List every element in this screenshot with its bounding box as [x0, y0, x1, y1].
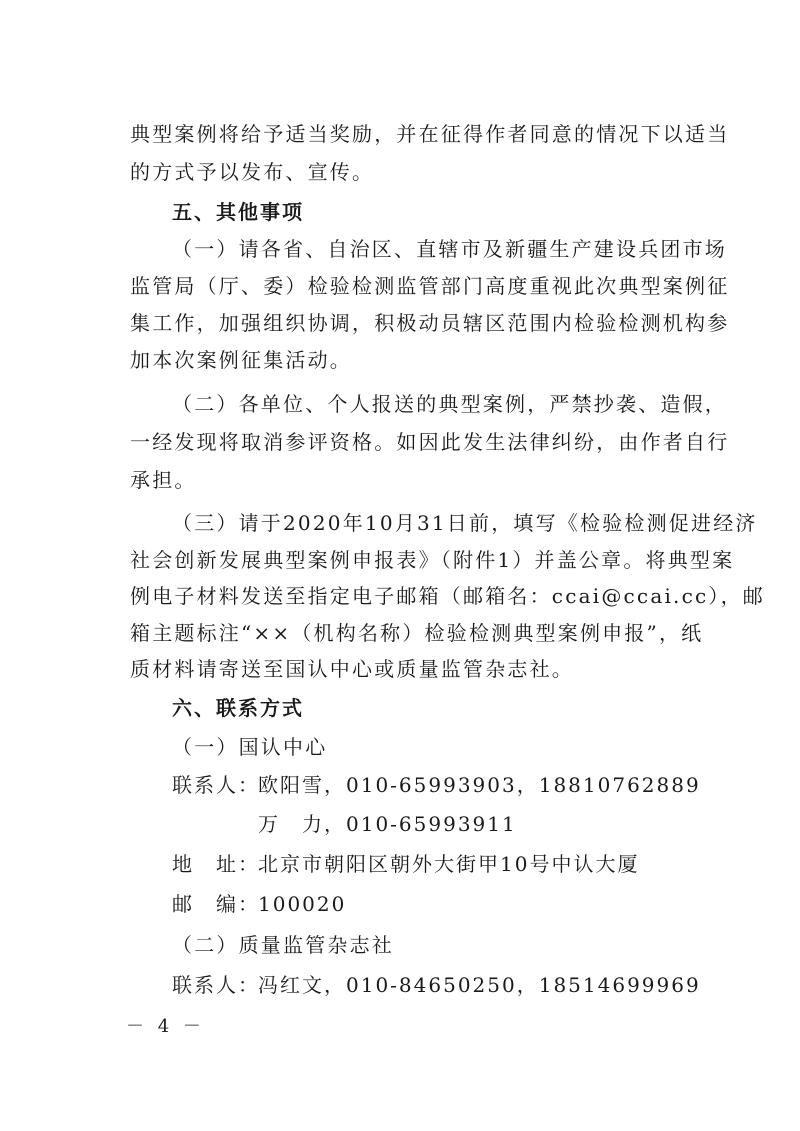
- contact-person-value: 万 力，010-65993911: [258, 812, 517, 836]
- postcode-value: 100020: [258, 892, 347, 916]
- address-value: 北京市朝阳区朝外大街甲10号中认大厦: [258, 852, 640, 876]
- contact-group-title: （二）质量监管杂志社: [172, 933, 394, 957]
- page-number: － 4 －: [126, 1016, 205, 1037]
- paragraph-line: 一经发现将取消参评资格。如因此发生法律纠纷，由作者自行: [130, 430, 730, 454]
- paragraph-line: （二）各单位、个人报送的典型案例，严禁抄袭、造假，: [172, 392, 727, 416]
- paragraph-line: 监管局（厅、委）检验检测监管部门高度重视此次典型案例征: [130, 274, 730, 298]
- paragraph-line: 集工作，加强组织协调，积极动员辖区范围内检验检测机构参: [130, 311, 730, 335]
- paragraph-line: 例电子材料发送至指定电子邮箱（邮箱名：ccai@ccai.cc），邮: [130, 584, 766, 608]
- contact-person-label: 联系人：: [172, 973, 260, 997]
- section-heading-contact: 六、联系方式: [172, 696, 304, 720]
- paragraph-line: 的方式予以发布、宣传。: [130, 160, 375, 184]
- paragraph-line: 质材料请寄送至国认中心或质量监管杂志社。: [130, 657, 574, 681]
- paragraph-line: 社会创新发展典型案例申报表》（附件1）并盖公章。将典型案: [130, 548, 735, 572]
- contact-person-value: 欧阳雪，010-65993903，18810762889: [258, 773, 701, 797]
- paragraph-line: 典型案例将给予适当奖励，并在征得作者同意的情况下以适当: [130, 122, 730, 146]
- contact-person-value: 冯红文，010-84650250，18514699969: [258, 973, 701, 997]
- paragraph-line: 箱主题标注“××（机构名称）检验检测典型案例申报”，纸: [130, 621, 704, 645]
- paragraph-line: （一）请各省、自治区、直辖市及新疆生产建设兵团市场: [172, 237, 727, 261]
- address-label: 地 址：: [172, 852, 260, 876]
- section-heading-other-matters: 五、其他事项: [172, 200, 304, 224]
- contact-group-title: （一）国认中心: [172, 735, 328, 759]
- paragraph-line: （三）请于2020年10月31日前，填写《检验检测促进经济: [172, 511, 758, 535]
- paragraph-line: 加本次案例征集活动。: [130, 348, 352, 372]
- contact-person-label: 联系人：: [172, 773, 260, 797]
- postcode-label: 邮 编：: [172, 892, 260, 916]
- paragraph-line: 承担。: [130, 468, 197, 492]
